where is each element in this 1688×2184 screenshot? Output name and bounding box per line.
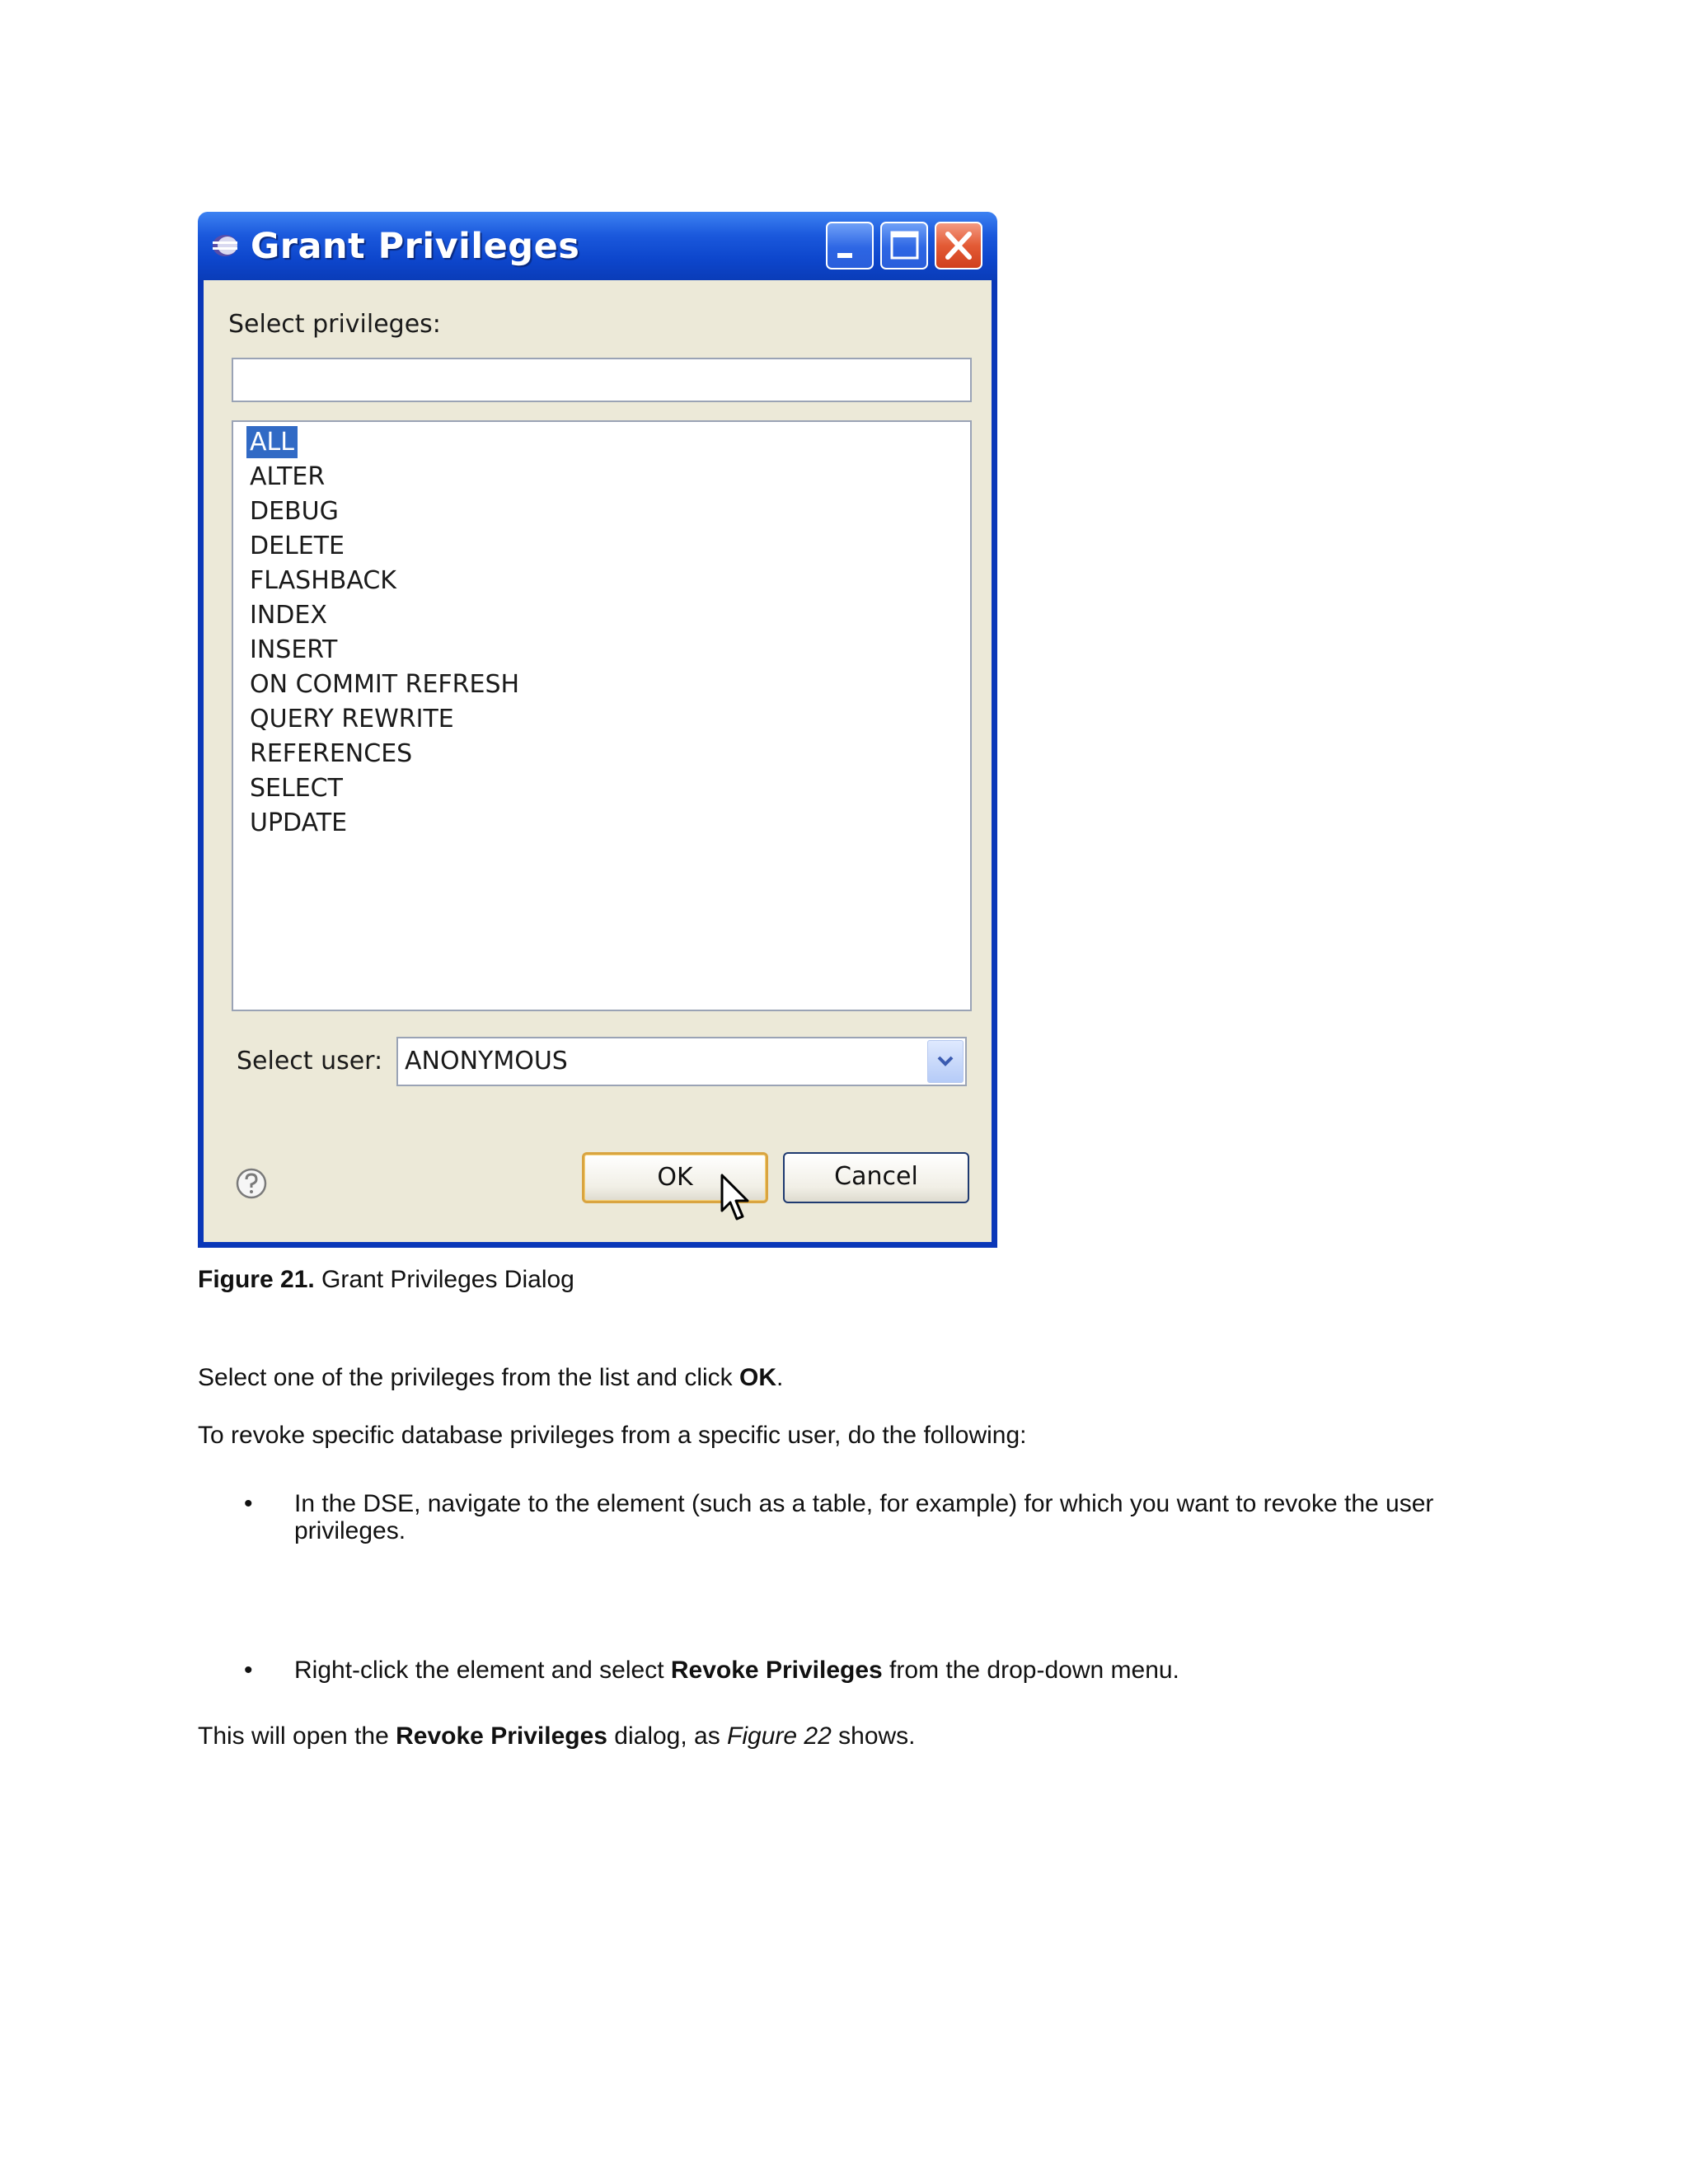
privilege-label: ALTER [250,462,326,491]
privileges-listbox[interactable] [232,420,972,1011]
privilege-list-item[interactable] [233,460,970,494]
privilege-label: UPDATE [250,808,348,837]
select-user-label: Select user: [237,1047,383,1076]
privilege-label: SELECT [250,774,343,803]
revoke-privileges-emphasis: Revoke Privileges [396,1722,607,1750]
privilege-label: INDEX [250,601,327,630]
ok-button[interactable]: OK [582,1152,768,1203]
paragraph-text: This will open the [198,1722,396,1750]
minimize-button[interactable] [826,222,874,269]
figure-caption [198,1266,574,1294]
privilege-list-item[interactable] [233,633,970,668]
grant-privileges-dialog [198,212,997,1248]
revoke-privileges-emphasis: Revoke Privileges [670,1657,883,1684]
privilege-label: QUERY REWRITE [250,705,454,733]
bullet-item-navigate: In the DSE, navigate to the element (such as a table, for example) for which you want to revoke the user privileges. [294,1490,1434,1544]
chevron-down-icon [928,1041,963,1082]
privilege-label: REFERENCES [250,739,413,768]
maximize-button[interactable] [880,222,928,269]
close-icon [936,223,981,268]
privilege-list-item[interactable] [233,702,970,737]
bullet-text: Right-click the element and select [294,1657,671,1684]
maximize-icon [882,223,926,268]
privilege-list-item[interactable] [233,737,970,771]
privilege-list-item[interactable] [233,564,970,598]
figure-number: Figure 21. [198,1266,315,1293]
bullet-text: from the drop-down menu. [882,1657,1179,1684]
paragraph-text: shows. [831,1722,916,1750]
selected-user-value: ANONYMOUS [405,1047,568,1076]
dialog-client-area [204,280,992,1242]
figure-reference: Figure 22 [727,1722,832,1750]
help-icon[interactable] [235,1167,268,1200]
figure-title: Grant Privileges Dialog [314,1266,574,1293]
bullet-marker: • [244,1490,253,1517]
paragraph-end: . [776,1364,784,1391]
eclipse-app-icon [211,233,239,258]
privilege-list-item[interactable] [233,771,970,806]
bullet-item-right-click [294,1657,1179,1684]
paragraph-select-privilege [198,1364,783,1392]
privilege-list-item[interactable] [233,806,970,841]
paragraph-text: Select one of the privileges from the list and click [198,1364,739,1391]
privilege-label: ON COMMIT REFRESH [250,670,520,699]
bullet-marker: • [244,1657,253,1684]
privilege-label: DEBUG [250,497,339,526]
privilege-label: ALL [246,426,298,458]
paragraph-revoke-dialog [198,1722,916,1750]
privilege-list-item[interactable] [233,494,970,529]
privilege-list-item[interactable] [233,529,970,564]
dialog-title: Grant Privileges [251,226,580,267]
ok-emphasis: OK [738,1364,776,1391]
privilege-label: DELETE [250,532,345,560]
privilege-label: INSERT [250,635,338,664]
paragraph-text: dialog, as [607,1722,728,1750]
dropdown-button[interactable] [927,1040,964,1083]
privilege-list-item[interactable] [233,668,970,702]
title-bar[interactable] [198,212,997,280]
select-privileges-label: Select privileges: [228,310,441,339]
privilege-label: FLASHBACK [250,566,396,595]
close-button[interactable] [935,222,982,269]
minimize-icon [828,223,872,268]
privilege-list-item[interactable] [233,598,970,633]
cancel-button[interactable]: Cancel [783,1152,969,1203]
paragraph-revoke-intro: To revoke specific database privileges from a specific user, do the following: [198,1422,1027,1449]
user-select[interactable] [396,1037,967,1086]
mouse-cursor-icon [720,1173,756,1224]
privilege-list-item[interactable] [233,425,970,460]
privilege-filter-input[interactable] [232,358,972,402]
